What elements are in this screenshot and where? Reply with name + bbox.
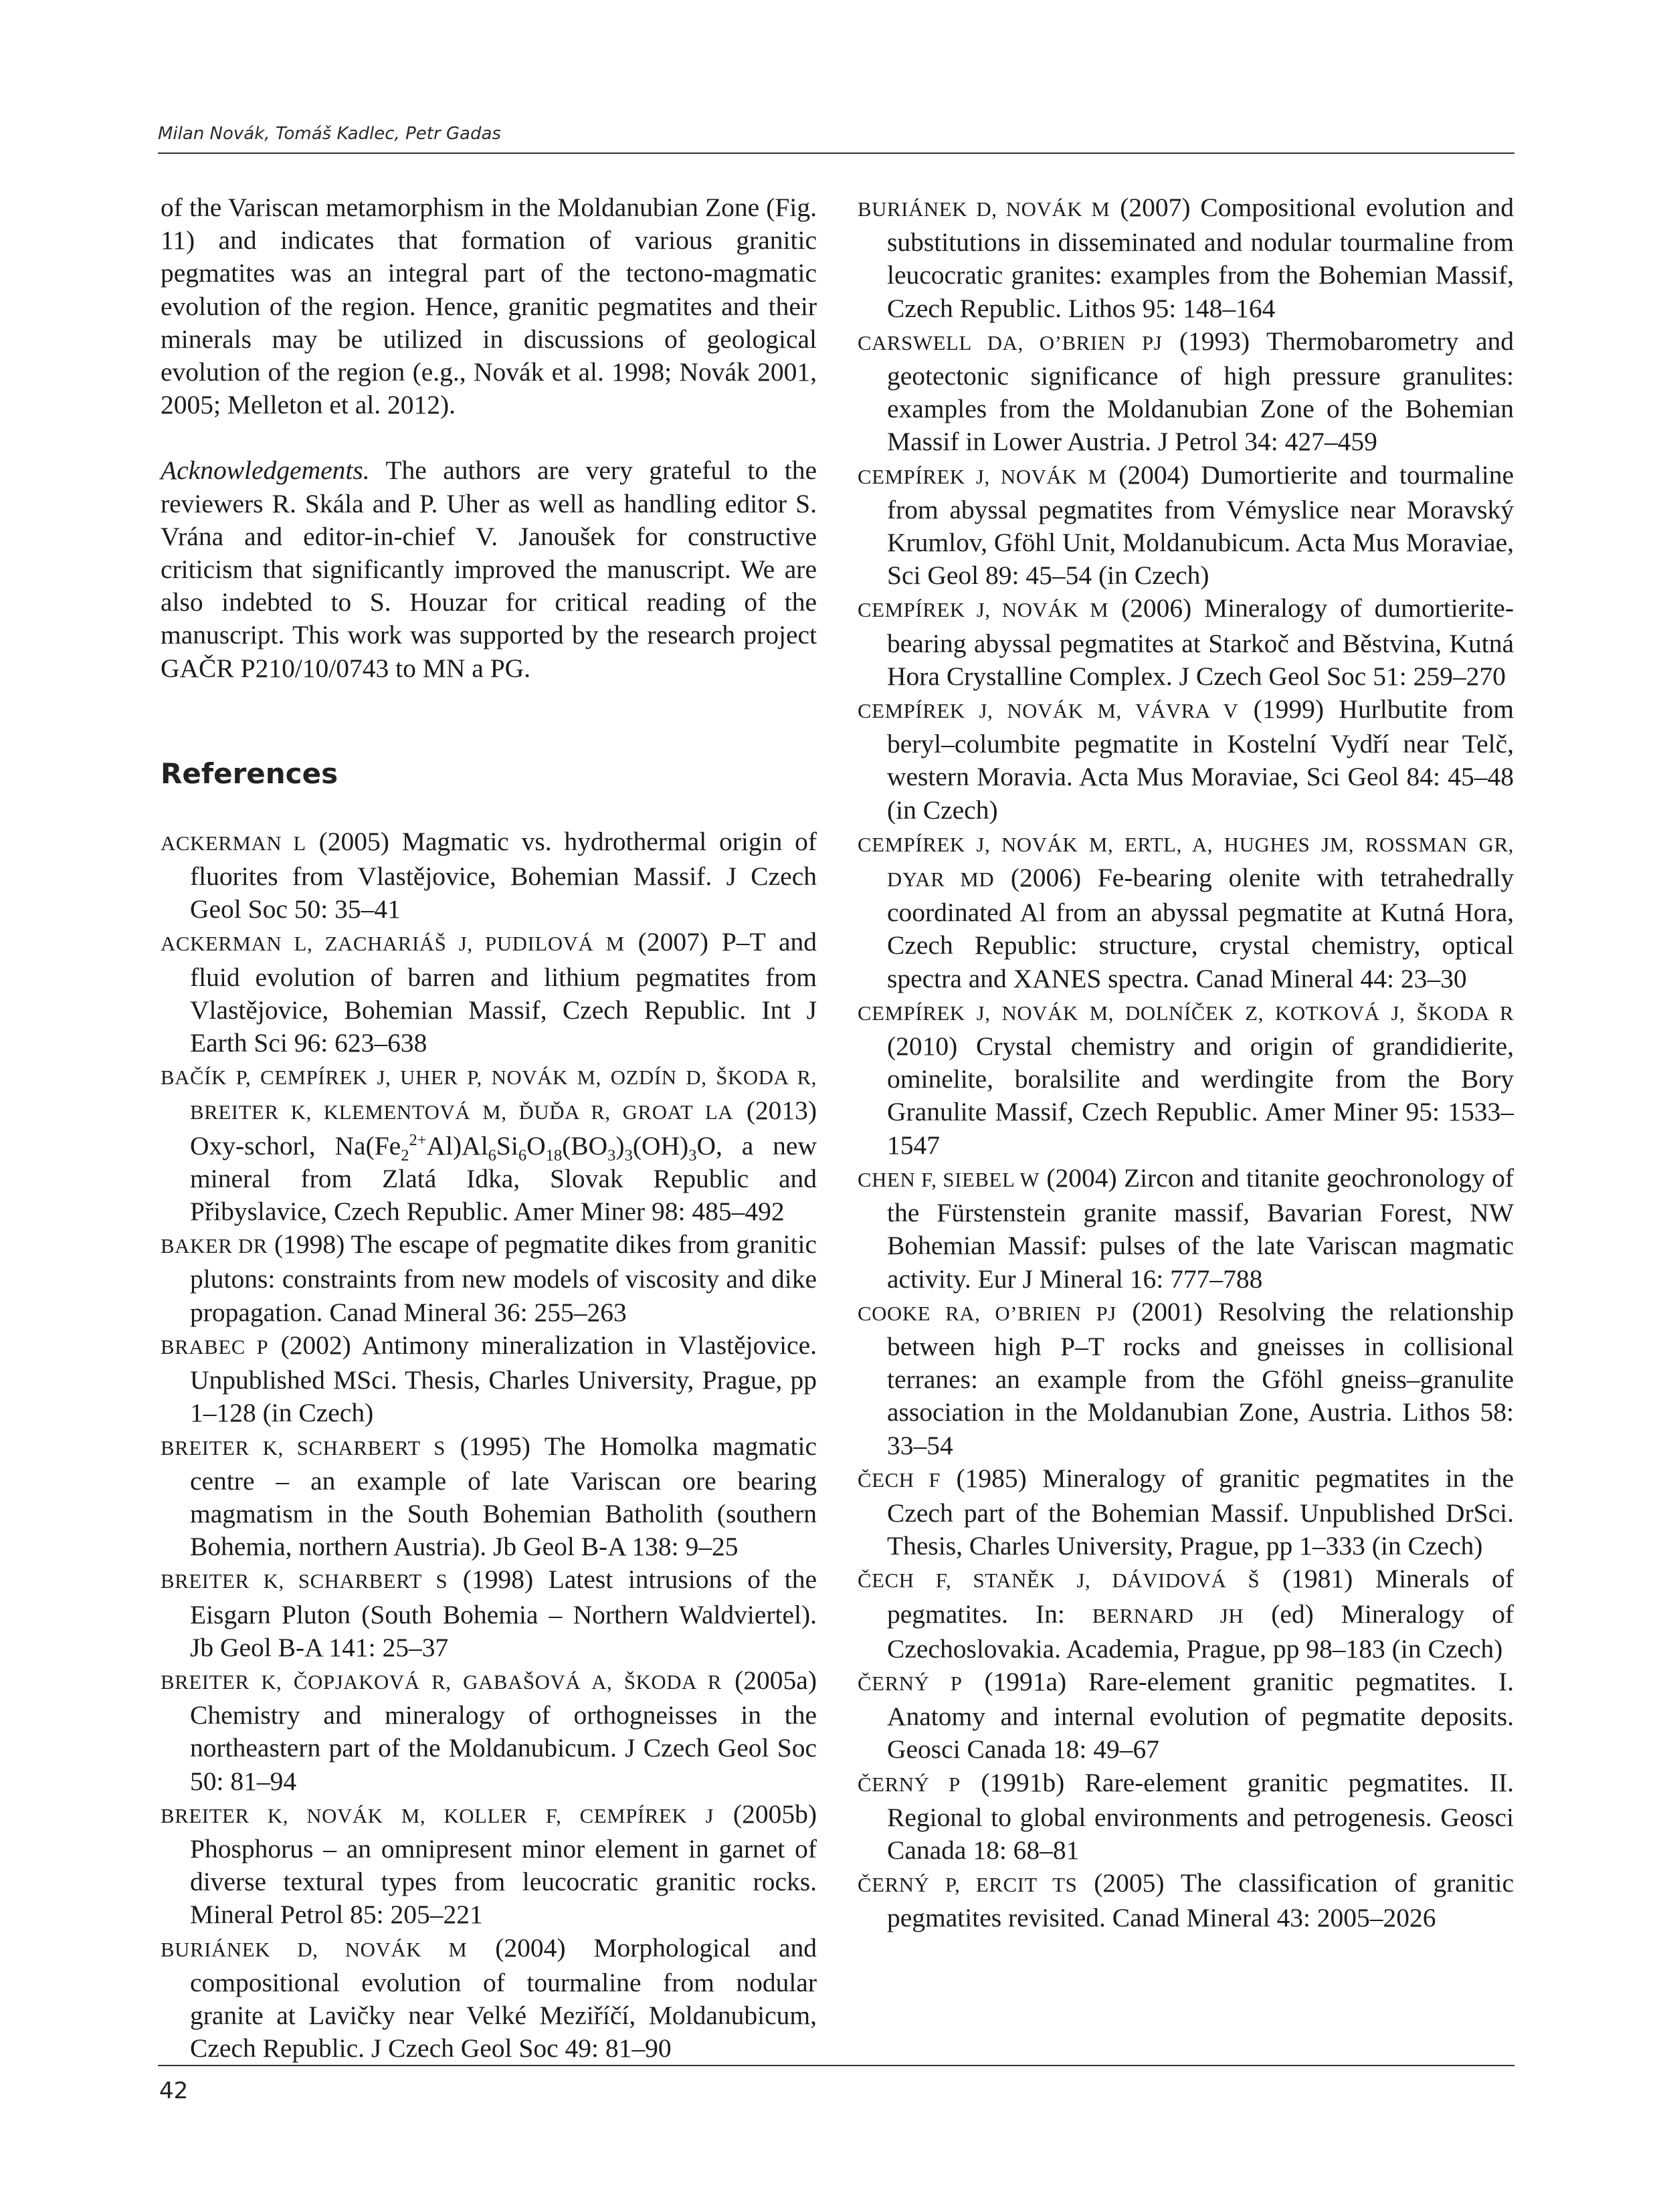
reference-authors: BREITER K, ČOPJAKOVÁ R, GABAŠOVÁ A, ŠKODA R <box>161 1670 722 1694</box>
reference-item <box>161 825 817 926</box>
reference-authors: CEMPÍREK J, NOVÁK M <box>858 465 1107 488</box>
reference-text: (2007) P–T and fluid evolution of barren and lithium pegmatites from Vlastějovice, Bohemian Massif, Czech Republic. Int J Earth Sci 96: 623–638 <box>190 927 817 1058</box>
reference-authors: BAČÍK P, CEMPÍREK J, UHER P, NOVÁK M, OZDÍN D, ŠKODA R, BREITER K, KLEMENTOVÁ M, ĎUĎA R, GROAT LA <box>161 1066 817 1124</box>
formula-subscript: 3 <box>607 1146 616 1165</box>
reference-text: (2007) Compositional evolution and substitutions in disseminated and nodular tourmaline from leucocratic granites: examples from the Bohemian Massif, Czech Republic. Lithos 95: 148–164 <box>887 193 1514 323</box>
reference-item <box>858 1563 1514 1666</box>
reference-text: (1993) Thermobarometry and geotectonic significance of high pressure granulites: examples from the Moldanubian Zone of the Bohemian Massif in Lower Austria. J Petrol 34: 427–459 <box>887 326 1514 457</box>
right-column <box>858 191 1514 1935</box>
reference-text: ) <box>615 1130 625 1161</box>
reference-text: (1985) Mineralogy of granitic pegmatites in the Czech part of the Bohemian Massif. Unpublished DrSci. Thesis, Charles University, Prague, pp 1–333 (in Czech) <box>887 1463 1514 1561</box>
reference-text: (2004) Morphological and compositional evolution of tourmaline from nodular granite at Lavičky near Velké Meziříčí, Moldanubicum, Czech Republic. J Czech Geol Soc 49: 81–90 <box>190 1932 817 2064</box>
reference-text: Si <box>496 1130 518 1161</box>
reference-text: O <box>526 1130 546 1161</box>
formula-superscript: 2+ <box>409 1130 427 1149</box>
footer-divider <box>158 2065 1515 2066</box>
reference-text: (1981) Minerals of pegmatites. In: <box>887 1564 1514 1629</box>
reference-text: (2004) Dumortierite and tourmaline from abyssal pegmatites from Vémyslice near Moravský Krumlov, Gföhl Unit, Moldanubicum. Acta Mus Moraviae, Sci Geol 89: 45–54 (in Czech) <box>887 460 1514 591</box>
reference-text: (2004) Zircon and titanite geochronology of the Fürstenstein granite massif, Bavarian Forest, NW Bohemian Massif: pulses of the late Variscan magmatic activity. Eur J Mineral 16: 777–788 <box>887 1163 1514 1294</box>
reference-item <box>858 693 1514 827</box>
page-number: 42 <box>159 2078 189 2104</box>
reference-item <box>858 459 1514 593</box>
reference-item <box>858 1462 1514 1563</box>
reference-text: (2006) Mineralogy of dumortierite-bearing abyssal pegmatites at Starkoč and Běstvina, Kutná Hora Crystalline Complex. J Czech Geol Soc 51: 259–270 <box>887 593 1514 691</box>
reference-authors: CEMPÍREK J, NOVÁK M, VÁVRA V <box>858 700 1239 723</box>
reference-item <box>858 827 1514 995</box>
reference-authors: CHEN F, SIEBEL W <box>858 1168 1040 1191</box>
body-paragraph: of the Variscan metamorphism in the Moldanubian Zone (Fig. 11) and indicates that formation of various granitic pegmatites was an integral part of the tectono-magmatic evolution of the region. Hence, granitic pegmatites and their minerals may be utilized in discussions of geological evolution of the region (e.g., Novák et al. 1998; Novák 2001, 2005; Melleton et al. 2012). <box>161 193 817 420</box>
reference-authors: BREITER K, SCHARBERT S <box>161 1436 446 1460</box>
reference-text: O, a new mineral from Zlatá Idka, Slovak Republic and Přibyslavice, Czech Republic. Amer Miner 98: 485–492 <box>190 1130 817 1227</box>
acknowledgements-paragraph <box>161 454 817 684</box>
reference-authors: COOKE RA, O’BRIEN PJ <box>858 1302 1116 1325</box>
left-column <box>161 191 817 2065</box>
reference-authors: CEMPÍREK J, NOVÁK M <box>858 599 1109 622</box>
reference-editor: BERNARD JH <box>1092 1604 1244 1627</box>
reference-text: (BO <box>562 1130 608 1161</box>
reference-authors: ČERNÝ P <box>858 1672 963 1695</box>
reference-item <box>161 1798 817 1932</box>
reference-text: (1995) The Homolka magmatic centre – an example of late Variscan ore bearing magmatism in the South Bohemian Batholith (southern Bohemia, northern Austria). Jb Geol B-A 138: 9–25 <box>190 1431 817 1562</box>
reference-item <box>858 1296 1514 1462</box>
reference-authors: CEMPÍREK J, NOVÁK M, DOLNÍČEK Z, KOTKOVÁ J, ŠKODA R <box>858 1001 1514 1025</box>
reference-authors: BREITER K, SCHARBERT S <box>161 1570 448 1593</box>
formula-subscript: 3 <box>624 1146 633 1165</box>
reference-text: (1999) Hurlbutite from beryl–columbite pegmatite in Kostelní Vydří near Telč, western Moravia. Acta Mus Moraviae, Sci Geol 84: 45–48 (in Czech) <box>887 694 1514 825</box>
reference-authors: ČERNÝ P, ERCIT TS <box>858 1874 1078 1897</box>
reference-text: (1998) Latest intrusions of the Eisgarn Pluton (South Bohemia – Northern Waldviertel). Jb Geol B-A 141: 25–37 <box>190 1565 817 1662</box>
header-divider <box>158 153 1515 154</box>
formula-subscript: 2 <box>401 1146 409 1165</box>
reference-authors: ČECH F, STANĚK J, DÁVIDOVÁ Š <box>858 1569 1260 1593</box>
reference-text: (2005) Magmatic vs. hydrothermal origin of fluorites from Vlastějovice, Bohemian Massif. J Czech Geol Soc 50: 35–41 <box>190 826 817 924</box>
reference-item <box>858 1666 1514 1767</box>
reference-text: (2001) Resolving the relationship between high P–T rocks and gneisses in collisional terranes: an example from the Gföhl gneiss–granulite association in the Moldanubian Zone, Austria. Lithos 58: 33–54 <box>887 1296 1514 1460</box>
reference-item <box>161 1430 817 1564</box>
reference-text: (1998) The escape of pegmatite dikes from granitic plutons: constraints from new models of viscosity and dike propagation. Canad Mineral 36: 255–263 <box>190 1229 817 1327</box>
reference-item <box>858 191 1514 325</box>
reference-item <box>858 1162 1514 1296</box>
reference-item <box>161 1664 817 1798</box>
reference-authors: BAKER DR <box>161 1235 268 1258</box>
reference-text: (2005a) Chemistry and mineralogy of orthogneisses in the northeastern part of the Moldanubicum. J Czech Geol Soc 50: 81–94 <box>190 1665 817 1796</box>
reference-text: (2005) The classification of granitic pegmatites revisited. Canad Mineral 43: 2005–2026 <box>887 1868 1514 1933</box>
reference-text: (2005b) Phosphorus – an omnipresent minor element in garnet of diverse textural types from leucocratic granitic rocks. Mineral Petrol 85: 205–221 <box>190 1799 817 1930</box>
formula-subscript: 6 <box>488 1146 496 1165</box>
reference-authors: BURIÁNEK D, NOVÁK M <box>161 1938 468 1961</box>
reference-item <box>161 1329 817 1430</box>
acknowledgements-text: The authors are very grateful to the reviewers R. Skála and P. Uher as well as handling editor S. Vrána and editor-in-chief V. Janoušek for constructive criticism that significantly improved the manuscript. We are also indebted to S. Houzar for critical reading of the manuscript. This work was supported by the research project GAČR P210/10/0743 to MN a PG. <box>161 456 817 683</box>
reference-item <box>161 1060 817 1228</box>
acknowledgements-lead: Acknowledgements. <box>161 456 370 486</box>
reference-authors: BURIÁNEK D, NOVÁK M <box>858 198 1110 221</box>
formula-subscript: 3 <box>688 1146 697 1165</box>
reference-text: (OH) <box>632 1130 689 1161</box>
reference-text: (2013) Oxy-schorl, Na(Fe <box>190 1096 817 1161</box>
references-heading: References <box>161 757 338 790</box>
reference-text: (ed) Mineralogy of Czechoslovakia. Academia, Prague, pp 98–183 (in Czech) <box>887 1599 1514 1664</box>
formula-subscript: 6 <box>518 1146 527 1165</box>
reference-text: (2010) Crystal chemistry and origin of grandidierite, ominelite, boralsilite and werdingite from the Bory Granulite Massif, Czech Republic. Amer Miner 95: 1533–1547 <box>887 1031 1514 1160</box>
reference-text: (2006) Fe-bearing olenite with tetrahedrally coordinated Al from an abyssal pegmatite at Kutná Hora, Czech Republic: structure, crystal chemistry, optical spectra and XANES spectra. Canad Mineral 44: 23–30 <box>887 863 1515 993</box>
reference-item <box>161 1563 817 1664</box>
reference-item <box>858 325 1514 459</box>
reference-authors: ČERNÝ P <box>858 1773 961 1796</box>
reference-text: (1991a) Rare-element granitic pegmatites. I. Anatomy and internal evolution of pegmatite deposits. Geosci Canada 18: 49–67 <box>887 1666 1514 1765</box>
reference-item <box>161 1228 817 1329</box>
reference-item <box>858 1867 1514 1934</box>
reference-item <box>858 1767 1514 1868</box>
reference-authors: ACKERMAN L <box>161 831 306 855</box>
reference-text: (1991b) Rare-element granitic pegmatites. II. Regional to global environments and petrogenesis. Geosci Canada 18: 68–81 <box>887 1767 1514 1865</box>
reference-authors: CEMPÍREK J, NOVÁK M, ERTL, A, HUGHES JM, ROSSMAN GR, DYAR MD <box>858 833 1514 892</box>
reference-item <box>161 1932 817 2066</box>
reference-authors: ČECH F <box>858 1468 941 1492</box>
reference-authors: BREITER K, NOVÁK M, KOLLER F, CEMPÍREK J <box>161 1804 714 1827</box>
reference-item <box>161 926 817 1060</box>
reference-item <box>858 592 1514 693</box>
formula-subscript: 18 <box>545 1146 563 1165</box>
reference-authors: ACKERMAN L, ZACHARIÁŠ J, PUDILOVÁ M <box>161 932 625 956</box>
reference-authors: CARSWELL DA, O’BRIEN PJ <box>858 331 1163 355</box>
reference-authors: BRABEC P <box>161 1335 269 1359</box>
reference-item <box>858 995 1514 1162</box>
reference-text: (2002) Antimony mineralization in Vlastějovice. Unpublished MSci. Thesis, Charles University, Prague, pp 1–128 (in Czech) <box>190 1330 817 1428</box>
running-header-authors: Milan Novák, Tomáš Kadlec, Petr Gadas <box>158 124 501 144</box>
reference-text: Al)Al <box>426 1130 488 1161</box>
